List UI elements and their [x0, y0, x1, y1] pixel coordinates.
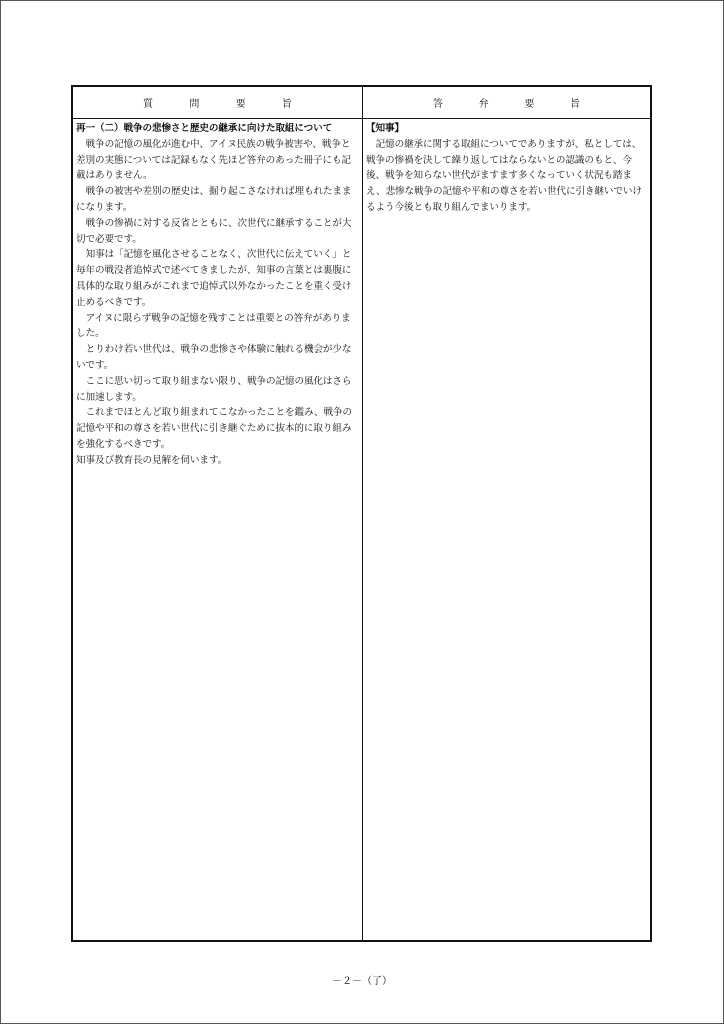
paragraph: ここに思い切って取り組まない限り、戦争の記憶の風化はさらに加速します。: [76, 375, 352, 403]
question-summary-header: [73, 87, 363, 118]
paragraph: 知事及び教育長の見解を伺います。: [76, 454, 228, 466]
paragraph: アイヌに限らず戦争の記憶を残すことは重要との答弁がありました。: [76, 312, 351, 340]
question-heading: 再一（二）戦争の悲惨さと歴史の継承に向けた取組について: [76, 123, 333, 134]
paragraph: 知事は「記憶を風化させることなく、次世代に伝えていく」と毎年の戦没者追悼式で述べてきましたが、知事の言葉とは裏腹に具体的な取り組みがこれまで追悼式以外なかったことを重く受け止めるべきです。: [76, 249, 352, 308]
header-char: 要: [524, 99, 535, 110]
paragraph: これまでほとんど取り組まれてこなかったことを鑑み、戦争の記憶や平和の尊さを若い世代に引き継ぐために抜本的に取り組みを強化するべきです。: [76, 407, 352, 450]
table-body-row: [73, 119, 650, 940]
answer-summary-header: [363, 87, 650, 118]
answer-paragraphs: [366, 137, 647, 216]
question-paragraphs: [76, 137, 359, 469]
header-char: 旨: [570, 99, 581, 110]
paragraph: 記憶の継承に関する取組についてでありますが、私としては、戦争の惨禍を決して繰り返してはならないとの認識のもと、今後、戦争を知らない世代がますます多くなっていく状況も踏まえ、悲惨な戦争の記憶や平和の尊さを若い世代に引き継いでいけるよう今後とも取り組んでまいります。: [366, 138, 642, 213]
header-char: 弁: [478, 99, 489, 110]
header-char: 旨: [281, 99, 292, 110]
answer-cell: [363, 119, 650, 940]
qa-table: [71, 85, 652, 942]
header-char: 要: [235, 99, 246, 110]
page-number: －２－（了）: [332, 976, 392, 987]
header-char: 質: [143, 99, 154, 110]
paragraph: 戦争の被害や差別の歴史は、掘り起こさなければ埋もれたままになります。: [76, 186, 352, 213]
paragraph: とりわけ若い世代は、戦争の悲惨さや体験に触れる機会が少ないです。: [76, 344, 352, 371]
paragraph: 戦争の記憶の風化が進む中、アイヌ民族の戦争被害や、戦争と差別の実態については記録もなく先ほど答弁のあった冊子にも記載はありません。: [76, 138, 352, 182]
paragraph: 戦争の惨禍に対する反省とともに、次世代に継承することが大切で必要です。: [76, 217, 352, 245]
question-cell: [73, 119, 363, 940]
header-char: 答: [432, 99, 443, 110]
table-header-row: [73, 87, 650, 119]
header-char: 問: [189, 99, 200, 110]
answer-heading: 【知事】: [366, 123, 404, 134]
